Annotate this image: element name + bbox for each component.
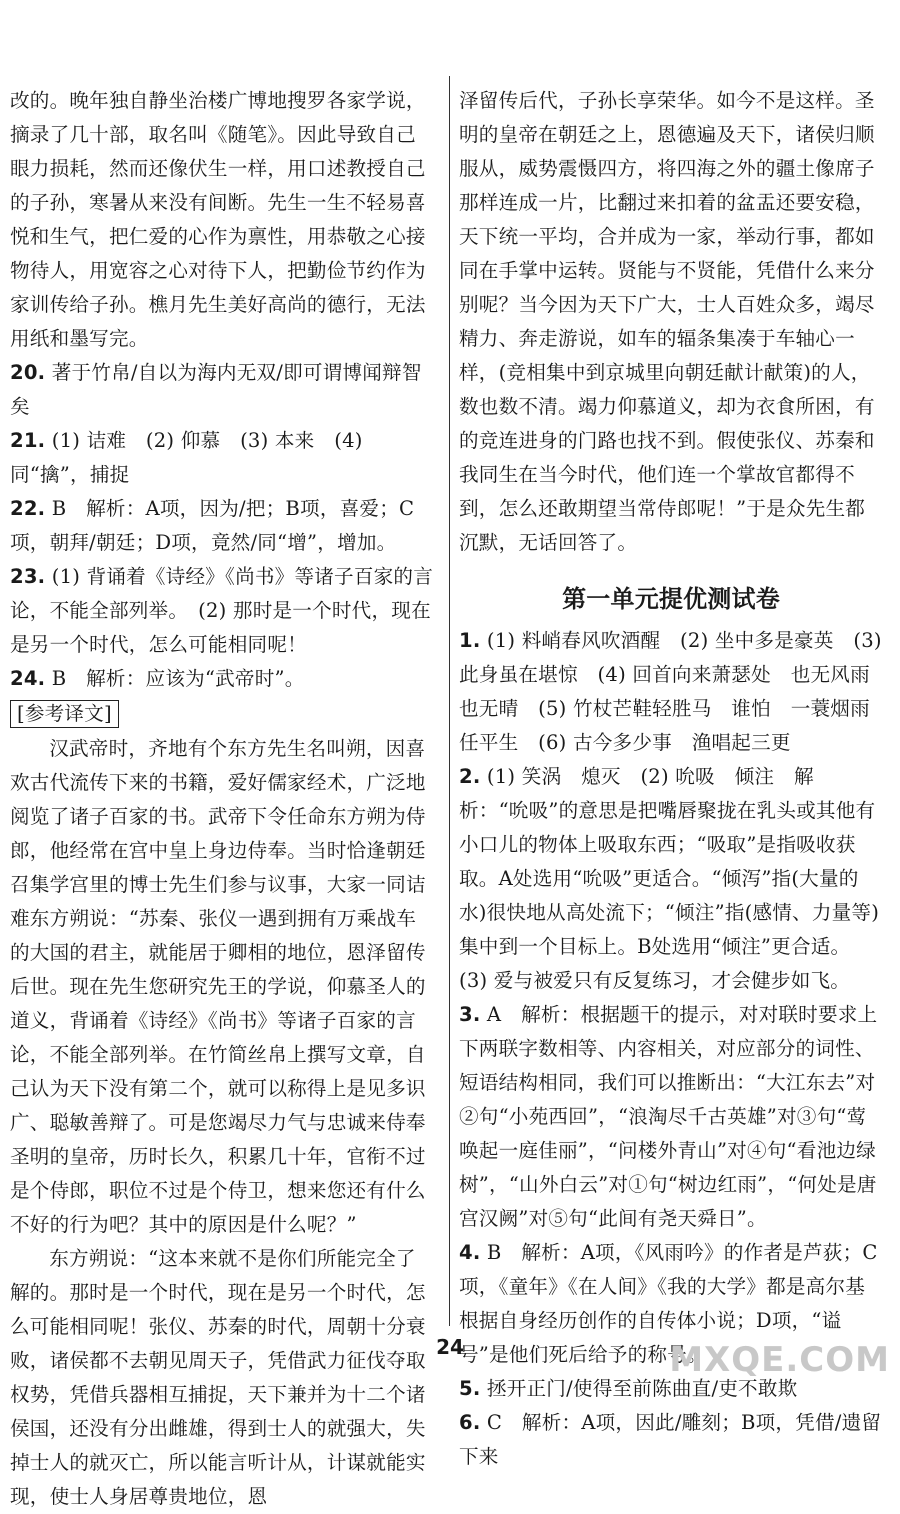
right-column [459,84,883,1474]
translation-paragraph: 东方朔说：“这本来就不是你们所能完全了解的。那时是一个时代，现在是另一个时代，怎么可能相同呢！张仪、苏秦的时代，周朝十分衰败，诸侯都不去朝见周天子，凭借武力征伐夺取权势，凭借兵器相互捕捉，天下兼并为十二个诸侯国，还没有分出雌雄，得到士人的就强大，失掉士人的就灭亡，所以能言听计从，计谋就能实现，使士人身居尊贵地位，恩 [10,1247,426,1508]
unit-title: 第一单元提优测试卷 [562,585,780,613]
answer-text: 著于竹帛/自以为海内无双/即可谓博闻辩智矣 [10,361,422,418]
answer-text: A 解析：根据题干的提示，对对联时要求上下两联字数相等、内容相关，对应部分的词性、短语结构相同，我们可以推断出：“大江东去”对②句“小苑西回”，“浪淘尽千古英雄”对③句“莺唤起一庭佳丽”，“问楼外青山”对④句“看池边绿树”，“山外白云”对①句“树边红雨”，“何处是唐宫汉阙”对⑤句“此间有尧天舜日”。 [459,1003,878,1230]
question-22 [10,492,434,560]
answer-text: (1) 料峭春风吹酒醒 (2) 坐中多是豪英 (3) 此身虽在堪惊 (4) 回首向来萧瑟处 也无风雨也无晴 (5) 竹杖芒鞋轻胜马 谁怕 一蓑烟雨任平生 (6) 古今多少事 渔唱起三更 [459,629,882,754]
translation-paragraph: 泽留传后代，子孙长享荣华。如今不是这样。圣明的皇帝在朝廷之上，恩德遍及天下，诸侯归顺服从，威势震慑四方，将四海之外的疆土像席子那样连成一片，比翻过来扣着的盆盂还要安稳，天下统一平均，合并成为一家，举动行事，都如同在手掌中运转。贤能与不贤能，凭借什么来分别呢？当今因为天下广大，士人百姓众多，竭尽精力、奔走游说，如车的辐条集凑于车轴心一样，(竞相集中到京城里向朝廷献计献策)的人，数也数不清。竭力仰慕道义，却为衣食所困，有的竞连进身的门路也找不到。假使张仪、苏秦和我同生在当今时代，他们连一个掌故官都得不到，怎么还敢期望当常侍郎呢！”于是众先生都沉默，无话回答了。 [459,89,875,554]
watermark-logo: MXQE.COM [669,1340,890,1380]
question-number: 4. [459,1241,481,1264]
question-number: 20. [10,361,46,384]
question-number: 6. [459,1411,481,1434]
question-number: 1. [459,629,481,652]
answer-text: (1) 背诵着《诗经》《尚书》等诸子百家的言论，不能全部列举。 (2) 那时是一个时代，现在是另一个时代，怎么可能相同呢！ [10,565,434,656]
answer-text: 拯开正门/使得至前陈曲直/吏不敢欺 [486,1377,798,1400]
question-number: 22. [10,497,46,520]
question-2 [459,760,883,998]
question-1 [459,624,883,760]
answer-text: B 解析：A项，因为/把；B项，喜爱；C项，朝拜/朝廷；D项，竟然/同“增”，增加。 [10,497,415,554]
translation-paragraph: 汉武帝时，齐地有个东方先生名叫朔，因喜欢古代流传下来的书籍，爱好儒家经术，广泛地阅览了诸子百家的书。武帝下令任命东方朔为侍郎，他经常在宫中皇上身边侍奉。当时恰逢朝廷召集学宫里的博士先生们参与议事，大家一同诘难东方朔说：“苏秦、张仪一遇到拥有万乘战车的大国的君主，就能居于卿相的地位，恩泽留传后世。现在先生您研究先王的学说，仰慕圣人的道义，背诵着《诗经》《尚书》等诸子百家的言论，不能全部列举。在竹简丝帛上撰写文章，自己认为天下没有第二个，就可以称得上是见多识广、聪敏善辩了。可是您竭尽力气与忠诚来侍奉圣明的皇帝，历时长久，积累几十年，官衔不过是个侍郎，职位不过是个侍卫，想来您还有什么不好的行为吧？其中的原因是什么呢？” [10,737,426,1236]
question-number: 2. [459,765,481,788]
question-23 [10,560,434,662]
column-divider [449,76,450,1326]
question-3 [459,998,883,1236]
page-number: 24 [436,1335,464,1359]
answer-text: C 解析：A项，因此/雕刻；B项，凭借/遗留下来 [459,1411,882,1468]
question-21 [10,424,434,492]
question-number: 21. [10,429,46,452]
question-24 [10,662,434,696]
question-number: 3. [459,1003,481,1026]
answer-text: B 解析：A项，《风雨吟》的作者是芦荻；C项，《童年》《在人间》《我的大学》都是高尔基根据自身经历创作的自传体小说；D项，“谥号”是他们死后给予的称号。 [459,1241,878,1366]
answer-text: (1) 笑涡 熄灭 (2) 吮吸 倾注 解析：“吮吸”的意思是把嘴唇聚拢在乳头或其他有小口儿的物体上吸取东西；“吸取”是指吸收获取。A处选用“吮吸”更适合。“倾泻”指(大量的水)很快地从高处流下；“倾注”指(感情、力量等)集中到一个目标上。B处选用“倾注”更合适。 (3) 爱与被爱只有反复练习，才会健步如飞。 [459,765,880,992]
question-number: 5. [459,1377,481,1400]
question-20 [10,356,434,424]
question-number: 23. [10,565,46,588]
answer-text: (1) 诘难 (2) 仰慕 (3) 本来 (4) 同“擒”，捕捉 [10,429,363,486]
answer-text: B 解析：应该为“武帝时”。 [51,667,305,690]
question-number: 24. [10,667,46,690]
left-paragraph: 改的。晚年独自静坐治楼广博地搜罗各家学说，摘录了几十部，取名叫《随笔》。因此导致自己眼力损耗，然而还像伏生一样，用口述教授自己的子孙，寒暑从来没有间断。先生一生不轻易喜悦和生气，把仁爱的心作为禀性，用恭敬之心接物待人，用宽容之心对待下人，把勤俭节约作为家训传给子孙。樵月先生美好高尚的德行，无法用纸和墨写完。 [10,89,426,350]
reference-translation-label: [参考译文] [10,700,119,728]
question-6 [459,1406,883,1474]
left-column [10,84,434,1514]
